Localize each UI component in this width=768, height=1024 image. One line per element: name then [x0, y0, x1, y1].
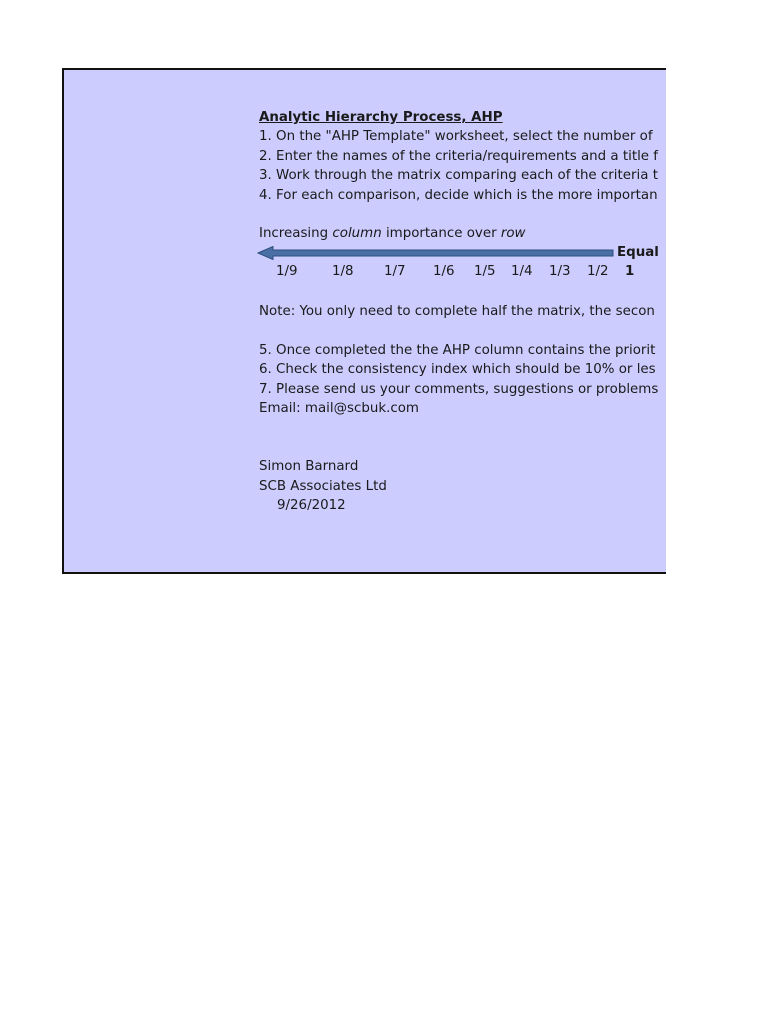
step-6: 6. Check the consistency index which should be 10% or les [259, 362, 656, 377]
step-2: 2. Enter the names of the criteria/requirements and a title f [259, 149, 659, 164]
scale-value: 1/8 [332, 264, 354, 279]
importance-text-pre: Increasing [259, 226, 333, 241]
note: Note: You only need to complete half the matrix, the secon [259, 304, 655, 319]
scale-value: 1/4 [511, 264, 533, 279]
scale-value: 1/3 [549, 264, 571, 279]
left-arrow-icon [257, 246, 615, 260]
importance-text-column: column [332, 226, 382, 241]
author-name: Simon Barnard [259, 459, 359, 474]
company-name: SCB Associates Ltd [259, 479, 387, 494]
equal-label: Equal [617, 245, 659, 260]
step-7: 7. Please send us your comments, suggestions or problems [259, 382, 659, 397]
document-title: Analytic Hierarchy Process, AHP [259, 110, 503, 125]
scale-value: 1/5 [474, 264, 496, 279]
scale-value: 1/6 [433, 264, 455, 279]
step-3: 3. Work through the matrix comparing each of the criteria t [259, 168, 658, 183]
step-5: 5. Once completed the the AHP column contains the priorit [259, 343, 656, 358]
scale-value: 1/7 [384, 264, 406, 279]
scale-value-equal: 1 [625, 264, 635, 279]
step-4: 4. For each comparison, decide which is the more importan [259, 188, 658, 203]
ahp-instruction-sheet [62, 68, 682, 574]
importance-text-mid: importance over [381, 226, 501, 241]
step-1: 1. On the "AHP Template" worksheet, select the number of [259, 129, 653, 144]
document-date: 9/26/2012 [277, 498, 346, 513]
importance-caption [259, 226, 526, 242]
importance-text-row: row [500, 226, 526, 241]
scale-value: 1/2 [587, 264, 609, 279]
scale-value: 1/9 [276, 264, 298, 279]
email: Email: mail@scbuk.com [259, 401, 419, 416]
page-edge [666, 0, 768, 1024]
